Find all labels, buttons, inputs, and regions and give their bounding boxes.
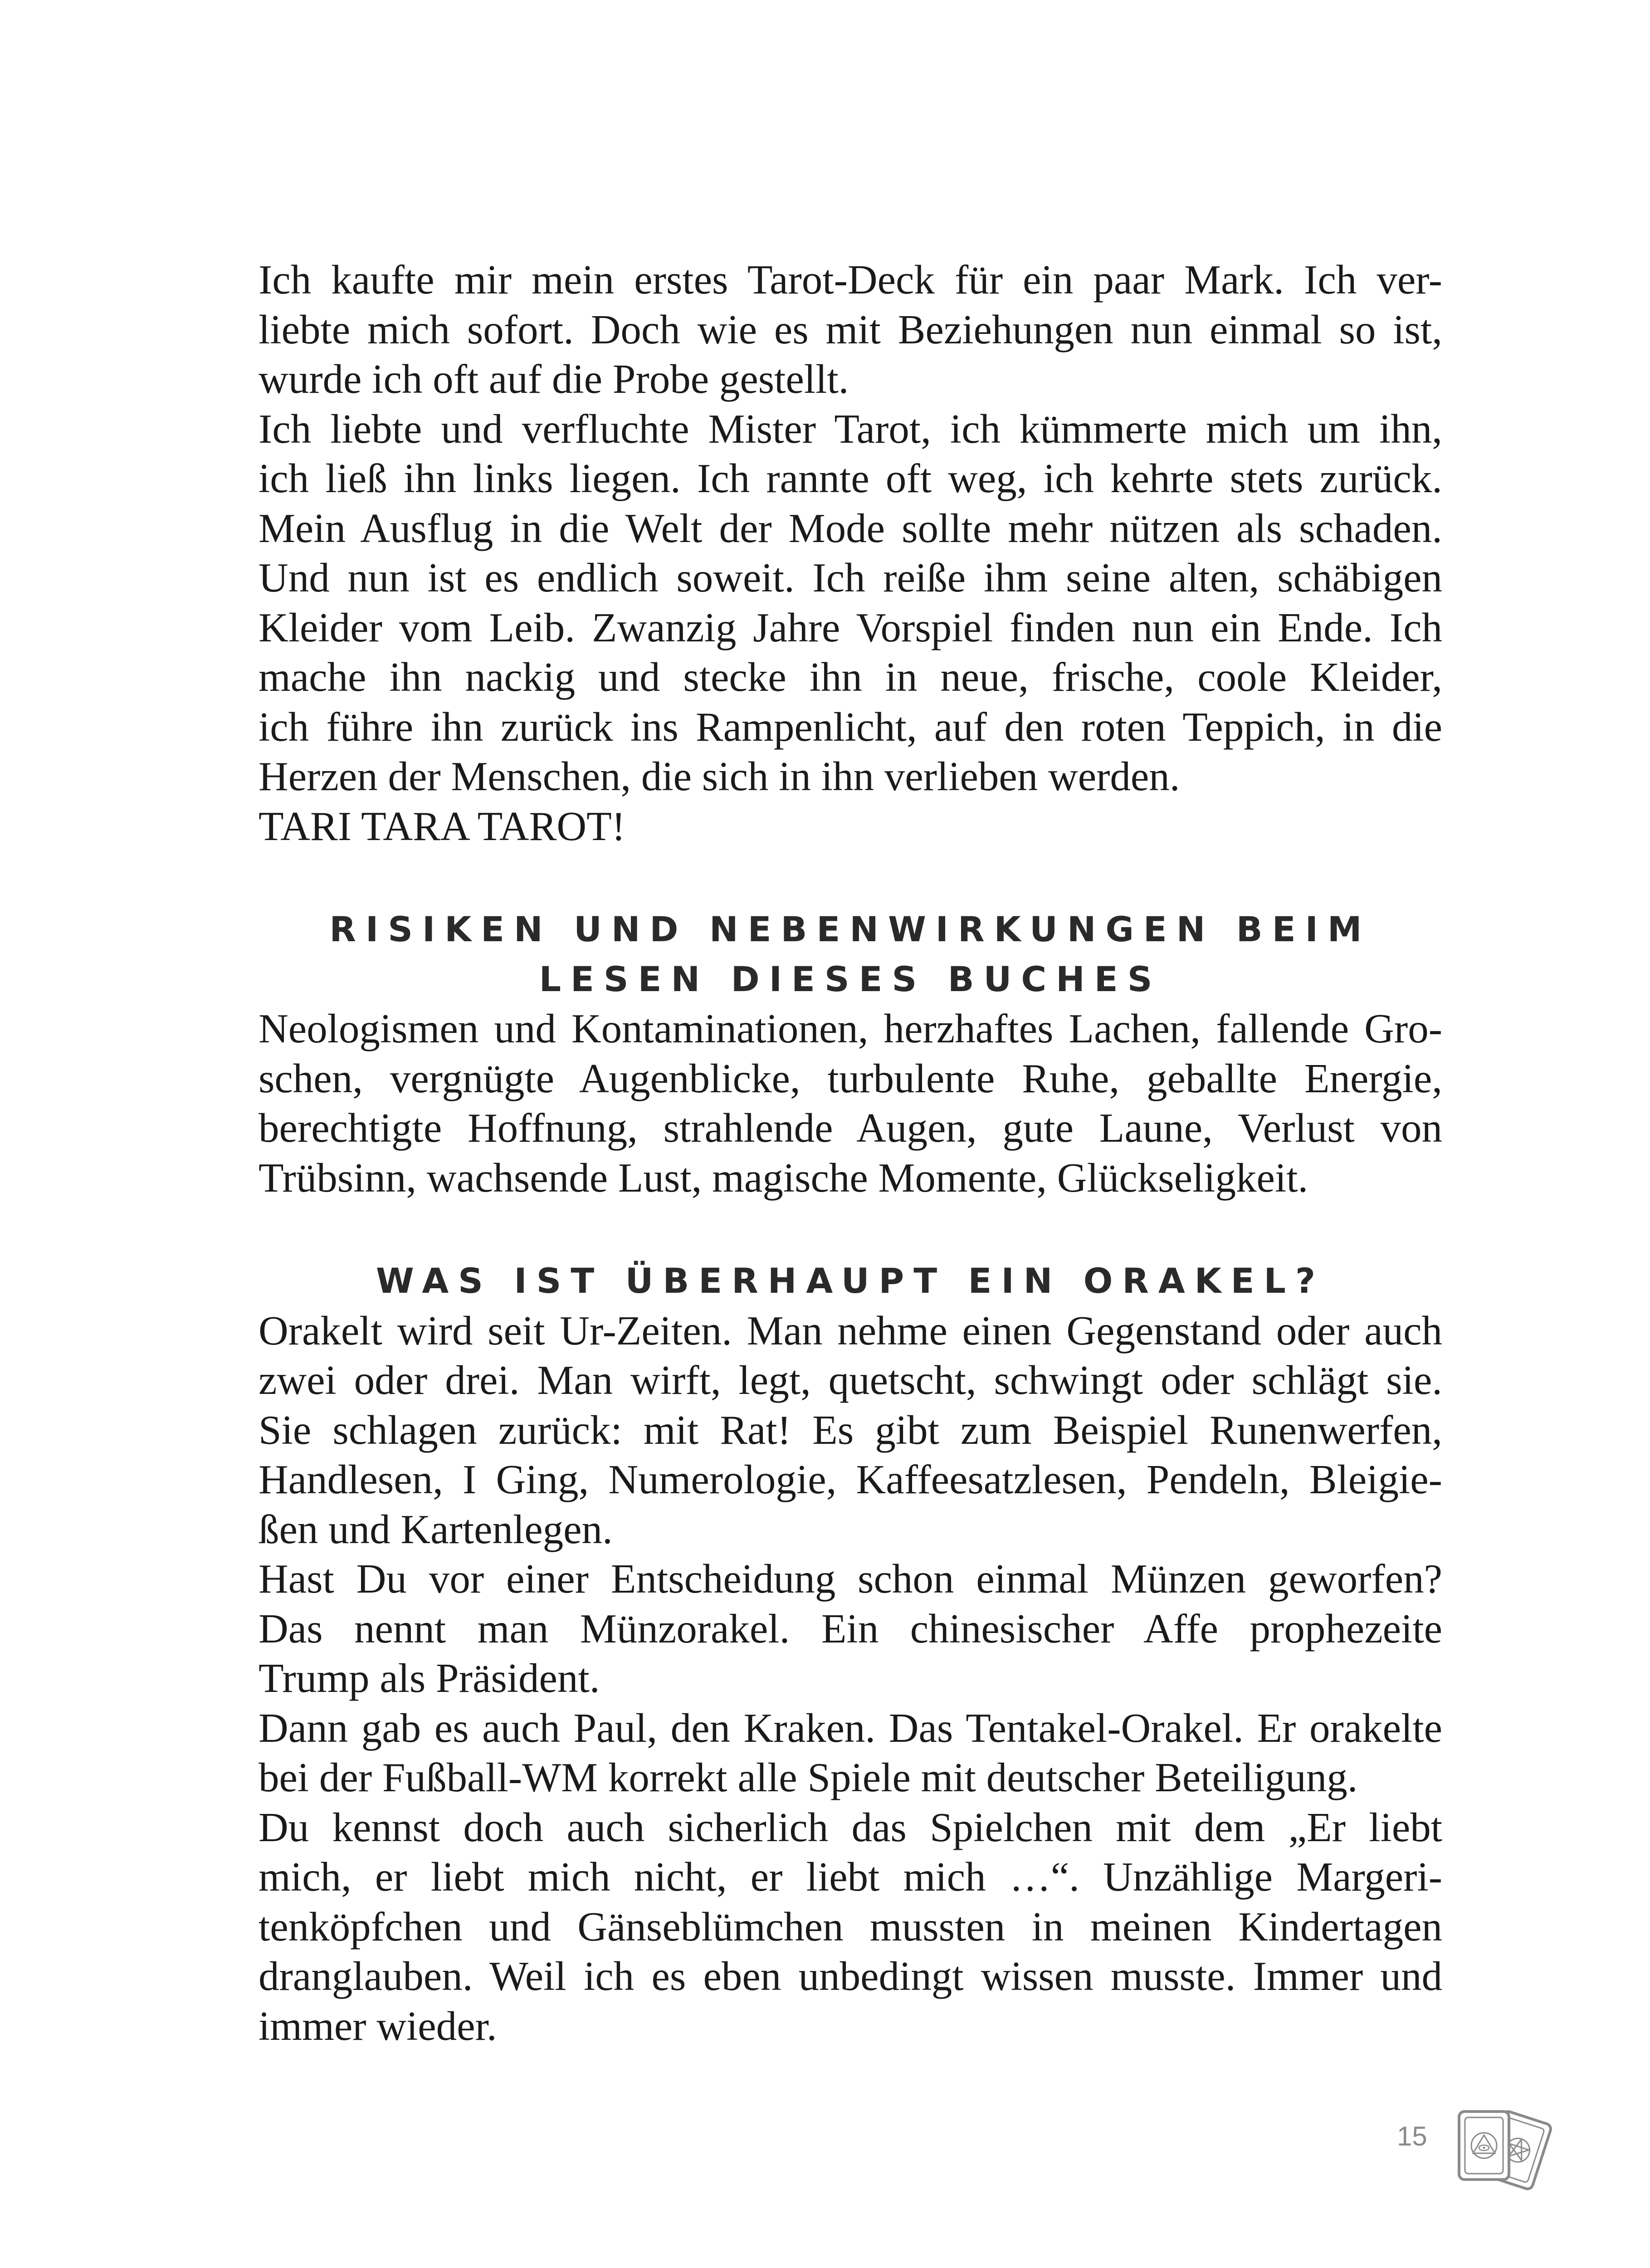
page-number: 15 bbox=[1397, 2121, 1427, 2151]
text-line: Trübsinn, wachsende Lust, magische Momente, Glückseligkeit. bbox=[259, 1154, 1308, 1201]
section-gap bbox=[259, 851, 1442, 904]
page-text bbox=[259, 255, 1442, 2051]
text-line: Kleider vom Leib. Zwanzig Jahre Vorspiel finden nun ein Ende. Ich bbox=[259, 604, 1442, 650]
text-line: Hast Du vor einer Entscheidung schon einmal Münzen geworfen? bbox=[259, 1556, 1442, 1602]
text-line: immer wieder. bbox=[259, 2003, 497, 2049]
risks-section bbox=[259, 904, 1442, 1202]
text-line: Handlesen, I Ging, Numerologie, Kaffeesatzlesen, Pendeln, Bleigie- bbox=[259, 1457, 1442, 1502]
intro-section bbox=[259, 255, 1442, 851]
section-heading: WAS IST ÜBERHAUPT EIN ORAKEL? bbox=[376, 1261, 1325, 1301]
text-line: Herzen der Menschen, die sich in ihn verlieben werden. bbox=[259, 753, 1180, 799]
text-line: bei der Fußball-WM korrekt alle Spiele mit deutscher Beteiligung. bbox=[259, 1755, 1358, 1800]
text-line: Das nennt man Münzorakel. Ein chinesischer Affe prophezeite bbox=[259, 1605, 1442, 1652]
text-line: Orakelt wird seit Ur-Zeiten. Man nehme einen Gegenstand oder auch bbox=[259, 1307, 1442, 1354]
oracle-section bbox=[259, 1256, 1442, 2051]
text-line: Neologismen und Kontaminationen, herzhaftes Lachen, fallende Gro- bbox=[259, 1006, 1442, 1051]
text-line: Ich liebte und verfluchte Mister Tarot, ich kümmerte mich um ihn, bbox=[259, 406, 1442, 452]
text-line: dranglauben. Weil ich es eben unbedingt wissen musste. Immer und bbox=[259, 1953, 1442, 1999]
text-line: Sie schlagen zurück: mit Rat! Es gibt zum Beispiel Runenwerfen, bbox=[259, 1407, 1442, 1453]
section-heading: LESEN DIESES BUCHES bbox=[539, 958, 1162, 999]
text-line: zwei oder drei. Man wirft, legt, quetscht, schwingt oder schlägt sie. bbox=[259, 1357, 1442, 1403]
text-line: schen, vergnügte Augenblicke, turbulente Ruhe, geballte Energie, bbox=[259, 1055, 1442, 1101]
text-line: wurde ich oft auf die Probe gestellt. bbox=[259, 356, 849, 402]
text-line: ich ließ ihn links liegen. Ich rannte oft weg, ich kehrte stets zurück. bbox=[259, 455, 1442, 501]
text-line: Dann gab es auch Paul, den Kraken. Das Tentakel-Orakel. Er orakelte bbox=[259, 1705, 1442, 1751]
tarot-cards-icon bbox=[1449, 2102, 1558, 2193]
text-line: Mein Ausflug in die Welt der Mode sollte mehr nützen als schaden. bbox=[259, 505, 1442, 551]
text-line: Ich kaufte mir mein erstes Tarot-Deck für ein paar Mark. Ich ver- bbox=[259, 257, 1442, 303]
text-line: mache ihn nackig und stecke ihn in neue, frische, coole Kleider, bbox=[259, 654, 1442, 700]
text-line: TARI TARA TAROT! bbox=[259, 803, 625, 849]
text-line: Du kennst doch auch sicherlich das Spielchen mit dem „Er liebt bbox=[259, 1804, 1442, 1850]
text-line: Und nun ist es endlich soweit. Ich reiße ihm seine alten, schäbigen bbox=[259, 555, 1442, 601]
text-line: mich, er liebt mich nicht, er liebt mich …“. Unzählige Margeri- bbox=[259, 1854, 1442, 1900]
text-line: Trump als Präsident. bbox=[259, 1655, 600, 1701]
text-line: berechtigte Hoffnung, strahlende Augen, gute Laune, Verlust von bbox=[259, 1105, 1442, 1151]
text-line: ich führe ihn zurück ins Rampenlicht, auf den roten Teppich, in die bbox=[259, 704, 1442, 750]
section-gap bbox=[259, 1202, 1442, 1256]
text-line: tenköpfchen und Gänseblümchen mussten in meinen Kindertagen bbox=[259, 1903, 1442, 1950]
text-line: ßen und Kartenlegen. bbox=[259, 1506, 613, 1552]
text-line: liebte mich sofort. Doch wie es mit Beziehungen nun einmal so ist, bbox=[259, 306, 1442, 352]
section-heading: RISIKEN UND NEBENWIRKUNGEN BEIM bbox=[329, 909, 1372, 949]
